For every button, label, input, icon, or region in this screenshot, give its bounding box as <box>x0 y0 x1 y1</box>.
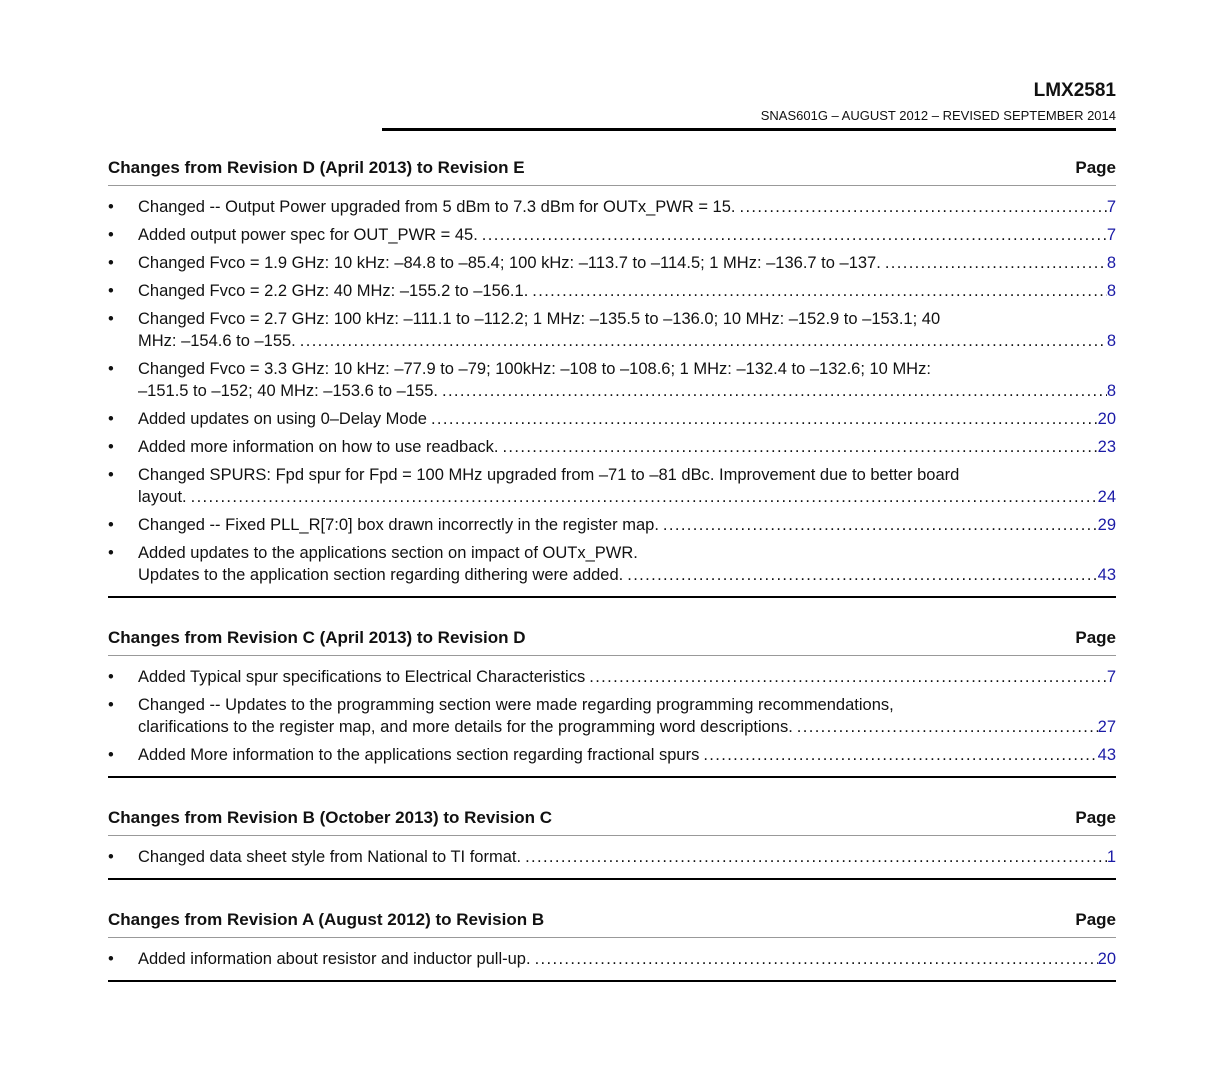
change-text-line: Changed Fvco = 2.2 GHz: 40 MHz: –155.2 to –156.1. <box>138 282 529 300</box>
change-item <box>108 542 1116 586</box>
dot-leader <box>438 380 1107 402</box>
page-number-link[interactable]: 24 <box>1097 488 1116 506</box>
change-text-line: Changed data sheet style from National to TI format. <box>138 848 522 866</box>
change-text-row <box>138 716 1116 738</box>
change-text-line: Changed -- Output Power upgraded from 5 dBm to 7.3 dBm for OUTx_PWR = 15. <box>138 198 736 216</box>
bullet-icon: • <box>108 516 114 534</box>
change-text-row <box>138 514 1116 536</box>
dot-leader <box>528 280 1107 302</box>
page-number-link[interactable]: 43 <box>1097 566 1116 584</box>
page-number-link[interactable]: 1 <box>1106 848 1116 866</box>
section-heading-row <box>108 808 1116 836</box>
change-text-row <box>138 280 1116 302</box>
section-spacer <box>108 880 1116 910</box>
dot-leader <box>531 948 1098 970</box>
revision-section <box>108 158 1116 598</box>
change-text-line: Added More information to the applications section regarding fractional spurs <box>138 746 700 764</box>
section-spacer <box>108 598 1116 628</box>
change-text-line: Changed Fvco = 2.7 GHz: 100 kHz: –111.1 to –112.2; 1 MHz: –135.5 to –136.0; 10 MHz: –152.9 to –153.1; 40 <box>138 310 941 328</box>
change-text-line: layout. <box>138 488 187 506</box>
bullet-icon: • <box>108 544 114 562</box>
change-text-line: MHz: –154.6 to –155. <box>138 332 296 350</box>
bullet-icon: • <box>108 226 114 244</box>
section-heading: Changes from Revision C (April 2013) to Revision D <box>108 628 526 647</box>
page-number-link[interactable]: 43 <box>1097 746 1116 764</box>
change-text-line: –151.5 to –152; 40 MHz: –153.6 to –155. <box>138 382 438 400</box>
change-item <box>108 694 1116 738</box>
section-heading-row <box>108 158 1116 186</box>
change-item <box>108 252 1116 274</box>
section-spacer <box>108 778 1116 808</box>
dot-leader <box>793 716 1098 738</box>
page-number-link[interactable]: 8 <box>1106 382 1116 400</box>
bullet-icon: • <box>108 254 114 272</box>
change-text-row <box>138 224 1116 246</box>
page-column-label: Page <box>1075 158 1116 177</box>
dot-leader <box>427 408 1098 430</box>
page-number-link[interactable]: 20 <box>1097 950 1116 968</box>
change-text-row <box>138 486 1116 508</box>
page-number-link[interactable]: 27 <box>1097 718 1116 736</box>
bullet-icon: • <box>108 848 114 866</box>
document-header <box>382 80 1116 131</box>
document-subtitle: SNAS601G – AUGUST 2012 – REVISED SEPTEMBER 2014 <box>382 108 1116 131</box>
change-text-line: Added Typical spur specifications to Electrical Characteristics <box>138 668 586 686</box>
page-column-label: Page <box>1075 910 1116 929</box>
change-text-row <box>138 436 1116 458</box>
change-list <box>108 186 1116 596</box>
change-text-row <box>138 330 1116 352</box>
change-item <box>108 846 1116 868</box>
page-column-label: Page <box>1075 628 1116 647</box>
change-text-line: clarifications to the register map, and more details for the programming word descriptions. <box>138 718 793 736</box>
change-text-line: Added output power spec for OUT_PWR = 45. <box>138 226 478 244</box>
change-text-line: Changed Fvco = 1.9 GHz: 10 kHz: –84.8 to –85.4; 100 kHz: –113.7 to –114.5; 1 MHz: –136.7 to –137. <box>138 254 881 272</box>
dot-leader <box>521 846 1107 868</box>
bullet-icon: • <box>108 410 114 428</box>
change-item <box>108 464 1116 508</box>
change-text-row <box>138 846 1116 868</box>
change-item <box>108 196 1116 218</box>
dot-leader <box>498 436 1097 458</box>
change-item <box>108 280 1116 302</box>
section-heading: Changes from Revision D (April 2013) to Revision E <box>108 158 525 177</box>
change-text-row <box>138 564 1116 586</box>
dot-leader <box>187 486 1098 508</box>
change-text-line: Changed -- Fixed PLL_R[7:0] box drawn incorrectly in the register map. <box>138 516 659 534</box>
change-list <box>108 836 1116 878</box>
section-heading: Changes from Revision B (October 2013) to Revision C <box>108 808 552 827</box>
bullet-icon: • <box>108 950 114 968</box>
bullet-icon: • <box>108 310 114 328</box>
change-text-line: Added information about resistor and inductor pull-up. <box>138 950 531 968</box>
dot-leader <box>478 224 1107 246</box>
revision-history <box>108 158 1116 982</box>
change-text-row <box>138 744 1116 766</box>
change-text-row <box>138 380 1116 402</box>
change-text-line: Added updates to the applications section on impact of OUTx_PWR. <box>138 544 638 562</box>
change-text-row <box>138 252 1116 274</box>
bullet-icon: • <box>108 360 114 378</box>
page-number-link[interactable]: 8 <box>1106 332 1116 350</box>
change-item <box>108 358 1116 402</box>
change-text-line: Changed Fvco = 3.3 GHz: 10 kHz: –77.9 to –79; 100kHz: –108 to –108.6; 1 MHz: –132.4 to –132.6; 10 MHz: <box>138 360 931 378</box>
bullet-icon: • <box>108 466 114 484</box>
page-number-link[interactable]: 23 <box>1097 438 1116 456</box>
change-text-line: Changed SPURS: Fpd spur for Fpd = 100 MHz upgraded from –71 to –81 dBc. Improvement due to better board <box>138 466 960 484</box>
change-text-row <box>138 948 1116 970</box>
dot-leader <box>296 330 1107 352</box>
dot-leader <box>659 514 1098 536</box>
change-item <box>108 308 1116 352</box>
page-number-link[interactable]: 7 <box>1106 226 1116 244</box>
bullet-icon: • <box>108 746 114 764</box>
change-item <box>108 744 1116 766</box>
change-text-line: Changed -- Updates to the programming section were made regarding programming recommendations, <box>138 696 894 714</box>
page-number-link[interactable]: 29 <box>1097 516 1116 534</box>
change-item <box>108 666 1116 688</box>
page-number-link[interactable]: 7 <box>1106 668 1116 686</box>
section-heading: Changes from Revision A (August 2012) to Revision B <box>108 910 545 929</box>
dot-leader <box>585 666 1107 688</box>
bullet-icon: • <box>108 438 114 456</box>
bullet-icon: • <box>108 198 114 216</box>
change-text-row <box>138 666 1116 688</box>
revision-section <box>108 628 1116 778</box>
section-heading-row <box>108 910 1116 938</box>
page-number-link[interactable]: 8 <box>1106 254 1116 272</box>
change-list <box>108 656 1116 776</box>
change-item <box>108 514 1116 536</box>
change-text-line: Updates to the application section regarding dithering were added. <box>138 566 624 584</box>
change-item <box>108 224 1116 246</box>
dot-leader <box>881 252 1107 274</box>
change-text-line: Added more information on how to use readback. <box>138 438 499 456</box>
dot-leader <box>623 564 1097 586</box>
change-item <box>108 436 1116 458</box>
change-item <box>108 408 1116 430</box>
bullet-icon: • <box>108 696 114 714</box>
bullet-icon: • <box>108 668 114 686</box>
page-column-label: Page <box>1075 808 1116 827</box>
bullet-icon: • <box>108 282 114 300</box>
dot-leader <box>735 196 1106 218</box>
revision-section <box>108 808 1116 880</box>
page-number-link[interactable]: 20 <box>1097 410 1116 428</box>
change-list <box>108 938 1116 980</box>
dot-leader <box>699 744 1097 766</box>
change-text-row <box>138 408 1116 430</box>
document-title: LMX2581 <box>1033 80 1116 101</box>
change-text-row <box>138 196 1116 218</box>
page-number-link[interactable]: 8 <box>1106 282 1116 300</box>
change-text-line: Added updates on using 0–Delay Mode <box>138 410 427 428</box>
revision-section <box>108 910 1116 982</box>
section-heading-row <box>108 628 1116 656</box>
change-item <box>108 948 1116 970</box>
page-number-link[interactable]: 7 <box>1106 198 1116 216</box>
